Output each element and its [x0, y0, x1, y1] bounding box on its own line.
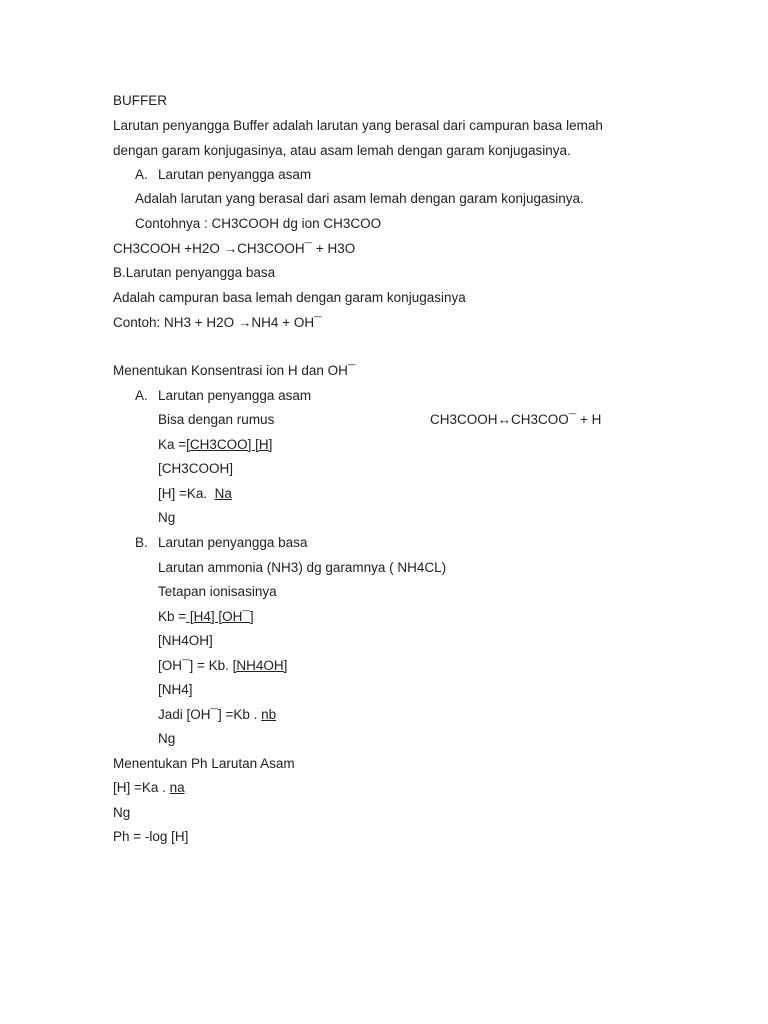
ph-h-formula	[113, 779, 185, 797]
h-formula	[158, 485, 232, 503]
ph-h-numerator: na	[169, 780, 185, 795]
conc-a-marker: A.	[135, 388, 148, 403]
jadi-formula	[158, 706, 276, 724]
conc-b-line-1: Larutan ammonia (NH3) dg garamnya ( NH4CL)	[158, 560, 447, 575]
jadi-denominator: Ng	[158, 731, 176, 746]
section-a-title: Larutan penyangga asam	[158, 167, 312, 182]
doc-title: BUFFER	[113, 93, 167, 108]
oh-denominator: [NH4]	[158, 682, 193, 697]
intro-line-1: Larutan penyangga Buffer adalah larutan yang berasal dari campuran basa lemah	[113, 118, 603, 133]
jadi-numerator: nb	[261, 707, 277, 722]
concentration-heading: Menentukan Konsentrasi ion H dan OH¯	[113, 363, 356, 378]
jadi-prefix: Jadi [OH¯] =Kb .	[158, 707, 262, 722]
ka-prefix: Ka =	[158, 437, 187, 452]
h-prefix: [H] =Ka.	[158, 486, 215, 501]
ka-denominator: [CH3COOH]	[158, 461, 234, 476]
conc-a-title: Larutan penyangga asam	[158, 388, 312, 403]
h-denominator: Ng	[158, 510, 176, 525]
ph-heading: Menentukan Ph Larutan Asam	[113, 756, 295, 771]
conc-b-title: Larutan penyangga basa	[158, 535, 308, 550]
kb-formula	[158, 608, 254, 626]
section-a-desc: Adalah larutan yang berasal dari asam lemah dengan garam konjugasinya.	[135, 191, 584, 206]
conc-b-marker: B.	[135, 535, 148, 550]
ph-h-prefix: [H] =Ka .	[113, 780, 170, 795]
oh-prefix: [OH¯] = Kb.	[158, 658, 233, 673]
section-a-marker: A.	[135, 167, 148, 182]
oh-numerator: [NH4OH]	[232, 658, 288, 673]
ph-h-denominator: Ng	[113, 805, 131, 820]
ka-formula	[158, 436, 272, 454]
section-a-reaction: CH3COOH +H2O →CH3COOH¯ + H3O	[113, 241, 356, 256]
kb-numerator: [H4] [OH¯]	[186, 609, 254, 624]
formula-label: Bisa dengan rumus	[158, 412, 275, 427]
kb-denominator: [NH4OH]	[158, 633, 213, 648]
h-numerator: Na	[214, 486, 232, 501]
section-b-example: Contoh: NH3 + H2O →NH4 + OH¯	[113, 315, 322, 330]
conc-b-line-2: Tetapan ionisasinya	[158, 584, 277, 599]
section-b-title: B.Larutan penyangga basa	[113, 265, 276, 280]
section-b-desc: Adalah campuran basa lemah dengan garam konjugasinya	[113, 290, 466, 305]
formula-equation: CH3COOH↔CH3COO¯ + H	[430, 412, 602, 427]
section-a-example: Contohnya : CH3COOH dg ion CH3COO	[135, 216, 382, 231]
ka-numerator: [CH3COO] [H]	[186, 437, 273, 452]
intro-line-2: dengan garam konjugasinya, atau asam lemah dengan garam konjugasinya.	[113, 143, 571, 158]
kb-prefix: Kb =	[158, 609, 187, 624]
oh-formula	[158, 657, 287, 675]
ph-formula: Ph = -log [H]	[113, 829, 189, 844]
